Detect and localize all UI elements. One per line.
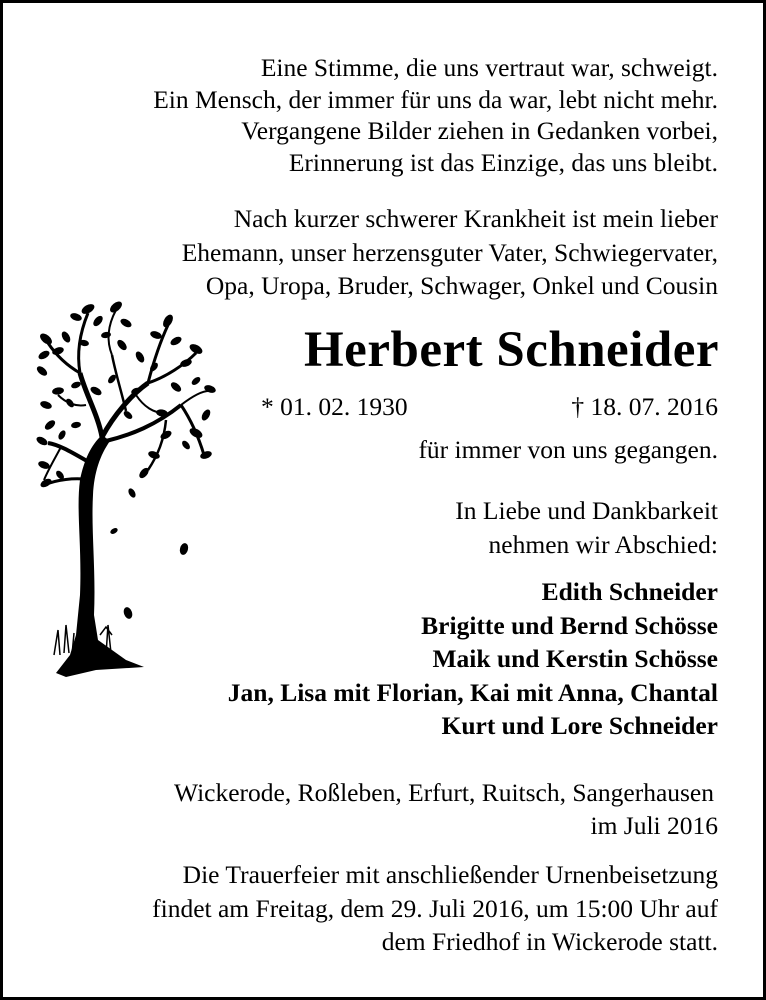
mourner-name: Kurt und Lore Schneider: [441, 711, 718, 741]
mourner-name: Maik und Kerstin Schösse: [432, 644, 718, 674]
farewell-line: In Liebe und Dankbarkeit: [455, 496, 718, 525]
funeral-line: Die Trauerfeier mit anschließender Urnenbeisetzung: [182, 860, 718, 889]
farewell-text: [455, 494, 718, 562]
mourner-name: Edith Schneider: [541, 577, 718, 606]
places-and-date: [174, 776, 718, 842]
passing-text: [418, 433, 718, 467]
mourner-name: Brigitte und Bernd Schösse: [421, 610, 718, 640]
birth-date: * 01. 02. 1930: [261, 392, 408, 421]
poem-line: Eine Stimme, die uns vertraut war, schweigt.: [260, 53, 718, 82]
funeral-line: dem Friedhof in Wickerode statt.: [381, 927, 718, 956]
mourner-name: Jan, Lisa mit Florian, Kai mit Anna, Chantal: [227, 677, 718, 707]
funeral-details: [152, 858, 718, 959]
poem-line: Erinnerung ist das Einzige, das uns bleibt.: [288, 147, 718, 177]
intro-line: Nach kurzer schwerer Krankheit ist mein lieber: [233, 204, 718, 233]
intro-line: Ehemann, unser herzensguter Vater, Schwiegervater,: [181, 237, 718, 267]
tree-silhouette-icon: [36, 295, 216, 695]
poem-line: Vergangene Bilder ziehen in Gedanken vorbei,: [241, 116, 718, 146]
poem-verse: [153, 52, 718, 178]
farewell-line: nehmen wir Abschied:: [488, 530, 718, 559]
passing-line: für immer von uns gegangen.: [418, 435, 718, 464]
funeral-line: findet am Freitag, dem 29. Juli 2016, um 15:00 Uhr auf: [152, 893, 718, 923]
death-date: † 18. 07. 2016: [571, 392, 718, 421]
intro-text: [182, 202, 718, 303]
date-line: im Juli 2016: [590, 811, 718, 840]
intro-line: Opa, Uropa, Bruder, Schwager, Onkel und Cousin: [205, 271, 718, 300]
mourners-list: [228, 575, 718, 743]
deceased-name: Herbert Schneider: [304, 322, 719, 378]
places-line: Wickerode, Roßleben, Erfurt, Ruitsch, Sangerhausen: [174, 778, 714, 807]
poem-line: Ein Mensch, der immer für uns da war, lebt nicht mehr.: [153, 84, 718, 114]
